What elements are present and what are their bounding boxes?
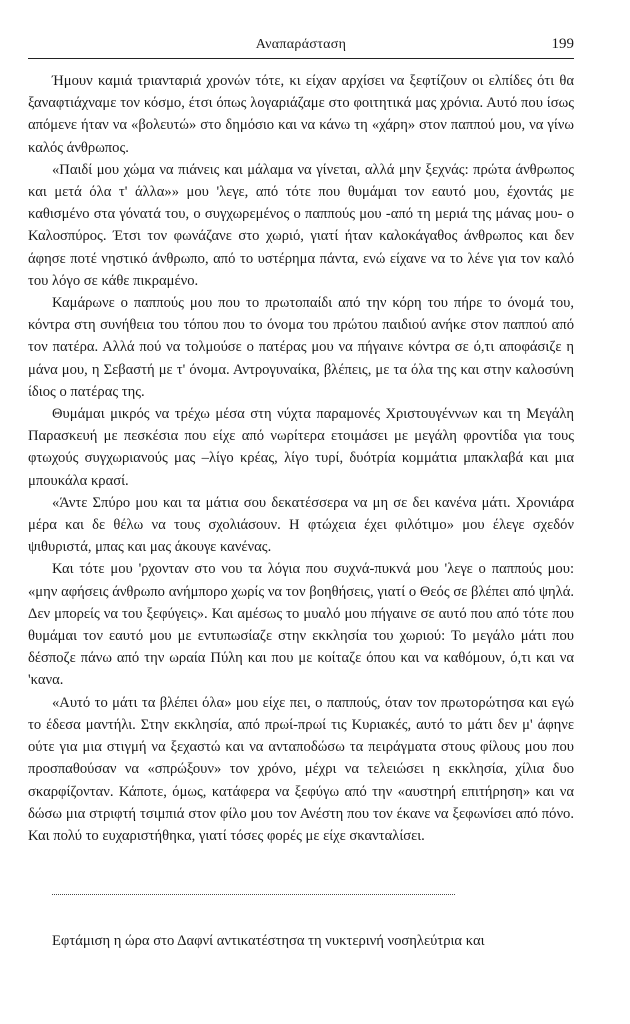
running-title: Αναπαράσταση <box>255 37 347 52</box>
next-section <box>28 930 574 952</box>
paragraph: Και τότε μου 'ρχονταν στο νου τα λόγια που συχνά-πυκνά μου 'λεγε ο παππούς μου: «μην αφήσεις άνθρωπο ανήμπορο χωρίς να τον βοηθήσεις, γιατί ο Θεός σε βλέπει από ψηλά. Δεν μπορείς να του ξεφύγεις». Και αμέσως το μυαλό μου πήγαινε σε αυτό που από τότε που θυμάμαι τον εαυτό μου με εντυπωσίαζε στην εκκλησία του χωριού: Το μεγάλο μάτι που δέσποζε πάνω από την ωραία Πύλη και που με κοίταζε όπου και να καθόμουν, ό,τι και να 'κανα. <box>28 561 574 689</box>
paragraph: Καμάρωνε ο παππούς μου που το πρωτοπαίδι από την κόρη του πήρε το όνομά του, κόντρα στη συνήθεια του τόπου που το όνομα του πρώτου παιδιού ανήκε στον παππού από τον πατέρα. Αλλά πού να τολμούσε ο πατέρας μου να πήγαινε κόντρα σε ό,τι αποφάσιζε η μάνα μου, η Σεβαστή με τ' όνομα. Αντρογυναίκα, βλέπεις, με τα όλα της και στην καλοσύνη ίδιος ο πατέρας της. <box>28 295 574 400</box>
paragraph: Εφτάμιση η ώρα στο Δαφνί αντικατέστησα τη νυκτερινή νοσηλεύτρια και <box>52 933 485 949</box>
paragraph: «Παιδί μου χώμα να πιάνεις και μάλαμα να γίνεται, αλλά μην ξεχνάς: πρώτα άνθρωπος και μετά όλα τ' άλλα»» μου 'λεγε, από τότε που θυμάμαι τον εαυτό μου, έχοντάς με καθισμένο στα γόνατά του, ο συγχωρεμένος ο παππούς μου -από τη μεριά της μάνας μου- ο Καλοσπύρος. Έτσι τον φωνάζανε στο χωριό, γιατί ήταν καλοκάγαθος άνθρωπος και δεν άφησε ποτέ νηστικό άνθρωπο, από το υστέρημα πάντα, ενώ είχανε να το λένε για τον καλό του λόγο σε κάθε πικραμένο. <box>28 161 574 289</box>
section-break-rule <box>52 894 455 895</box>
paragraph: «Αυτό το μάτι τα βλέπει όλα» μου είχε πει, ο παππούς, όταν τον πρωτορώτησα και εγώ το έδεσα μαντήλι. Στην εκκλησία, από πρωί-πρωί τις Κυριακές, αυτό το μάτι δεν μ' άφηνε ούτε για μια στιγμή να ξεχαστώ και να ανταποδώσω τα πειράγματα στους φίλους μου που προσπαθούσαν να «σπρώξουν» τον χρόνο, μέχρι να τελειώσει η εκκλησία, χίλια δυο σκαρφίζονταν. Κάποτε, όμως, κατάφερα να ξεφύγω από την «αυστηρή επιτήρηση» και να δώσω μια στριφτή τσιμπιά στον φίλο μου τον Ανέστη που τον έκανε να ξεφωνίσει από πόνο. Και πολύ το ευχαριστήθηκα, γιατί τόσες φορές με είχε σκανταλίσει. <box>28 694 574 844</box>
page-number: 199 <box>551 36 574 52</box>
body-text <box>28 70 574 847</box>
paragraph: «Άντε Σπύρο μου και τα μάτια σου δεκατέσσερα να μη σε δει κανένα μάτι. Χρονιάρα μέρα και δε θέλω να τους σχολιάσουν. Η φτώχεια έχει φιλότιμο» μου έλεγε σχεδόν ψιθυριστά, μπας και μας άκουγε κανένας. <box>28 494 574 556</box>
paragraph: Θυμάμαι μικρός να τρέχω μέσα στη νύχτα παραμονές Χριστουγέννων και τη Μεγάλη Παρασκευή με πεσκέσια που είχε από νωρίτερα ετοιμάσει με μεγάλη φροντίδα για τους φτωχούς συγχωριανούς μας –λίγο κρέας, λίγο τυρί, δυότρία κομμάτια μπακλαβά και μια μπουκάλα κρασί. <box>28 406 574 489</box>
running-header <box>28 36 574 59</box>
paragraph: Ήμουν καμιά τριανταριά χρονών τότε, κι είχαν αρχίσει να ξεφτίζουν οι ελπίδες ότι θα ξαναφτιάχναμε τον κόσμο, έτσι όπως λογαριάζαμε στο φοιτητικά μας χρόνια. Αυτό που ίσως απόμενε ήταν να «βολευτώ» στο δημόσιο και να κάνω τη «χάρη» στον παππού μου, να γίνω καλός άνθρωπος. <box>28 73 574 156</box>
